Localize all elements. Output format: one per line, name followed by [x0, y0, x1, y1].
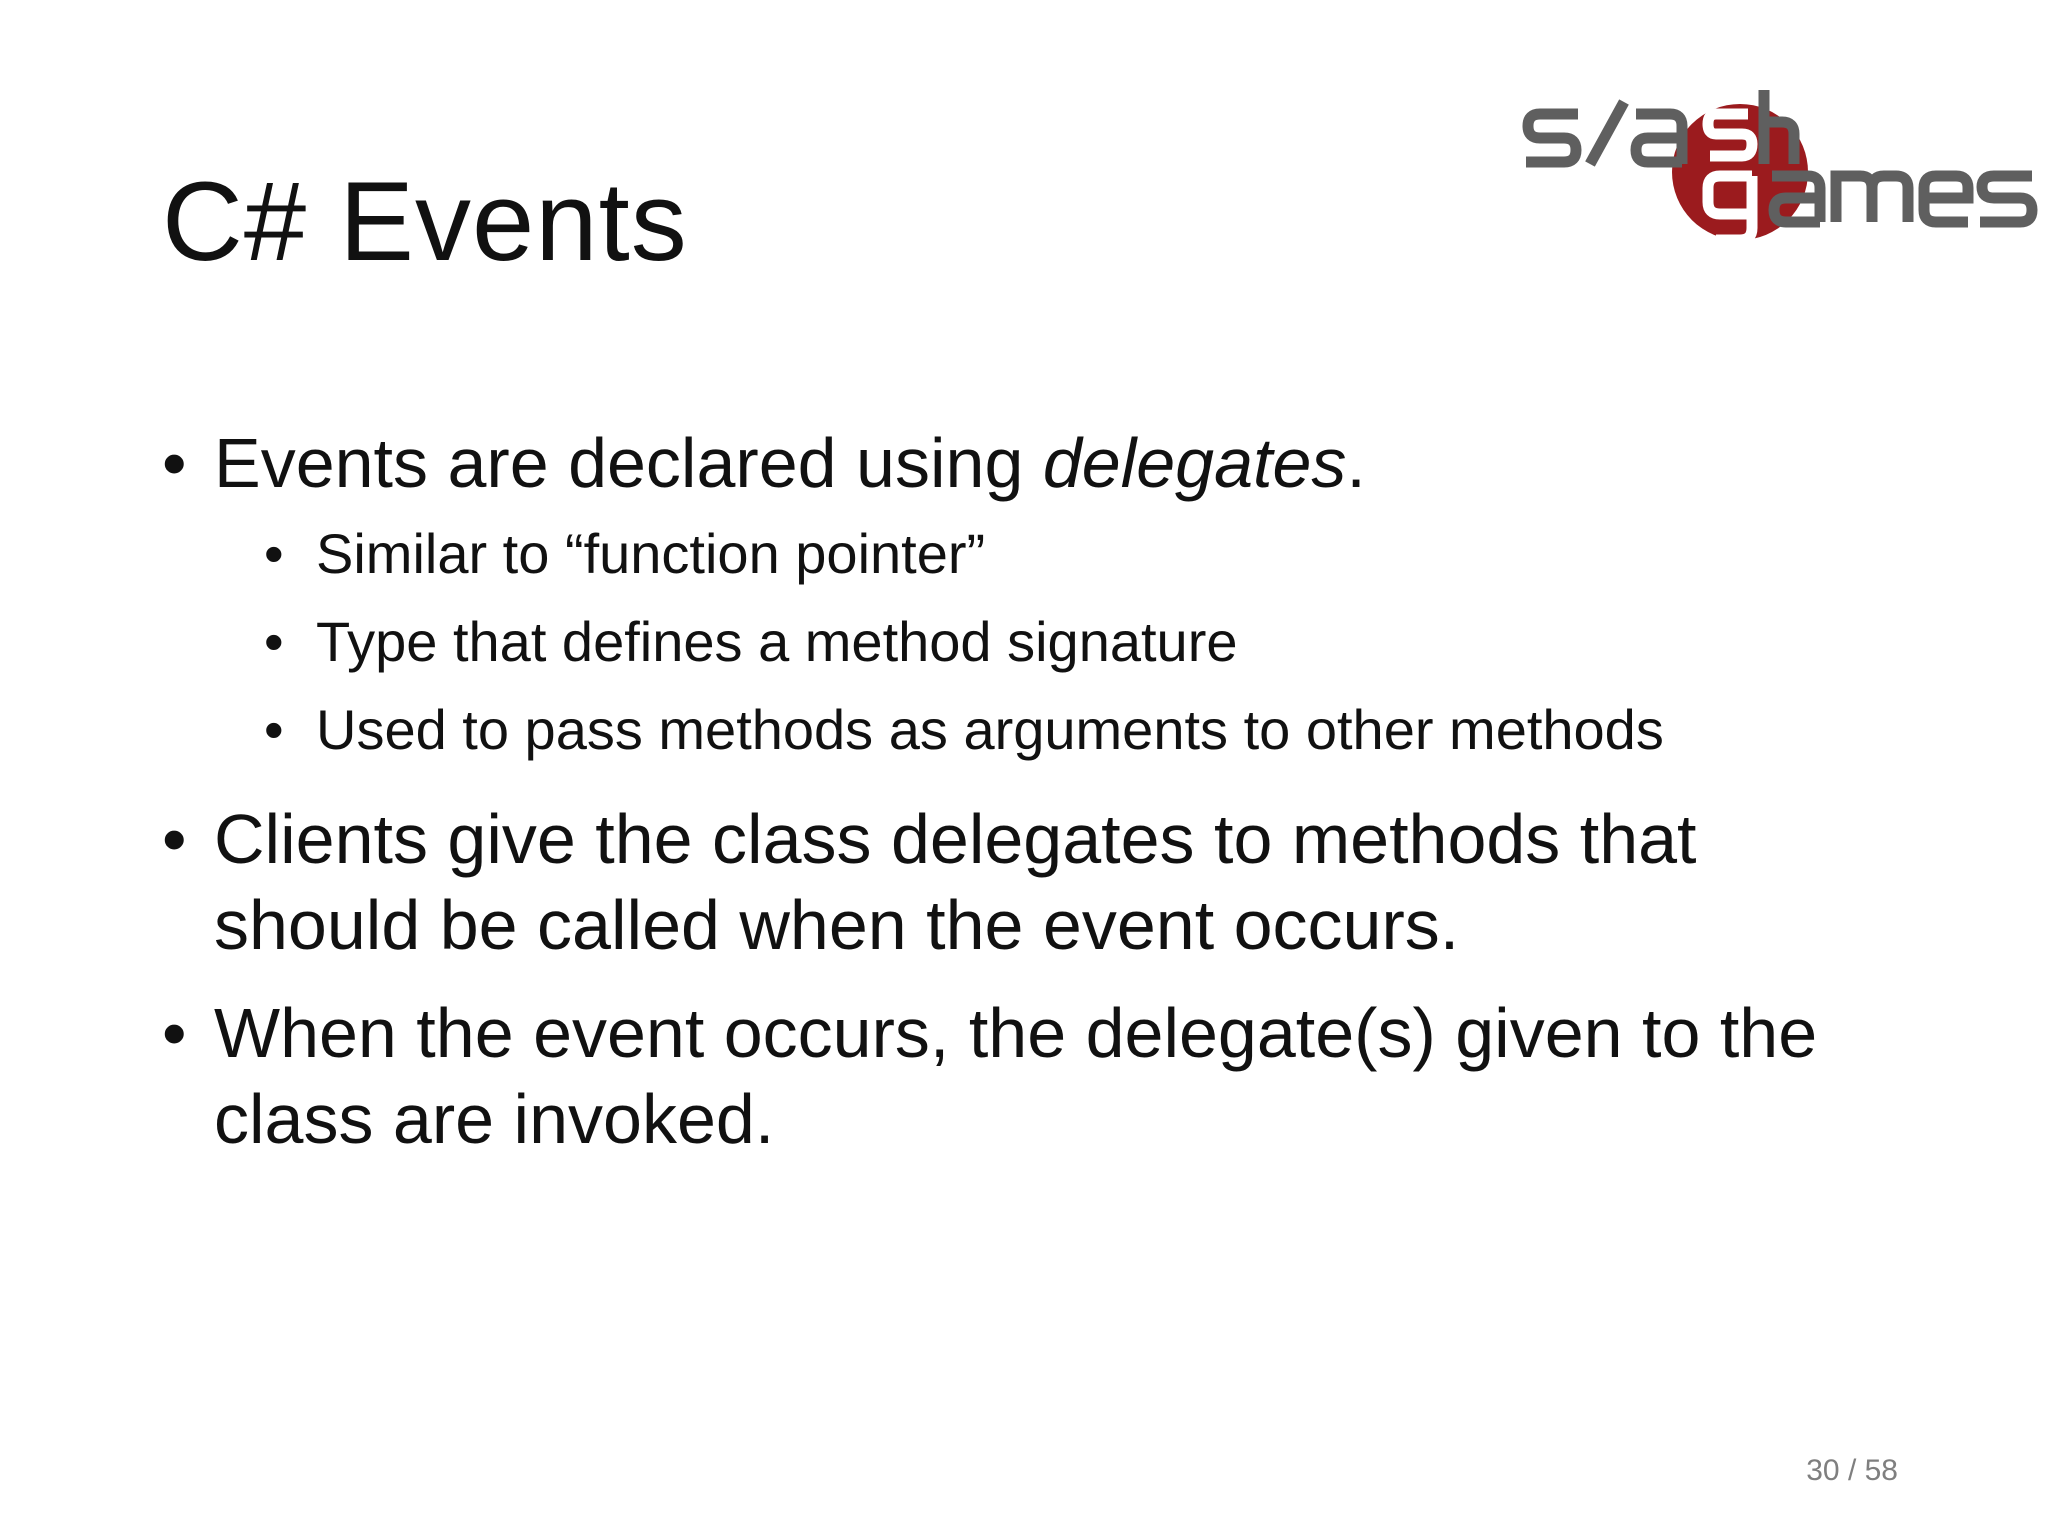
bullet-glyph: • [264, 698, 284, 761]
bullet-1-text: Events are declared using [214, 424, 1043, 502]
sub-bullet-item-1 [264, 510, 1922, 598]
bullet-glyph: • [264, 610, 284, 673]
slide-content [162, 420, 1922, 1184]
logo-letter-m [1836, 176, 1908, 222]
logo-letter-e [1924, 176, 1968, 222]
bullet-list [162, 420, 1922, 1162]
page-number: 30 / 58 [1806, 1454, 1898, 1487]
bullet-glyph: • [264, 522, 284, 585]
slide-title: C# Events [162, 159, 688, 284]
bullet-1-suffix: . [1346, 424, 1366, 502]
sub-bullet-item-3 [264, 686, 1922, 774]
bullet-glyph: • [162, 424, 187, 502]
sub-bullet-1-text: Similar to “function pointer” [316, 522, 986, 585]
slash-games-logo [1520, 72, 2040, 262]
bullet-glyph: • [162, 994, 187, 1072]
logo-letter-s [1526, 114, 1578, 162]
logo-letter-a [1636, 114, 1682, 164]
sub-bullet-3-text: Used to pass methods as arguments to other methods [316, 698, 1664, 761]
logo-letter-slash [1590, 102, 1624, 164]
bullet-item-2 [162, 796, 1922, 968]
sub-bullet-list [214, 510, 1922, 774]
bullet-2-text: Clients give the class delegates to methods that should be called when the event occurs. [214, 800, 1697, 964]
bullet-item-1 [162, 420, 1922, 774]
logo-letter-s2 [1980, 176, 2032, 222]
sub-bullet-item-2 [264, 598, 1922, 686]
sub-bullet-2-text: Type that defines a method signature [316, 610, 1238, 673]
bullet-item-3 [162, 990, 1922, 1162]
bullet-glyph: • [162, 800, 187, 878]
bullet-1-italic: delegates [1042, 424, 1347, 502]
bullet-3-text: When the event occurs, the delegate(s) given to the class are invoked. [214, 994, 1818, 1158]
